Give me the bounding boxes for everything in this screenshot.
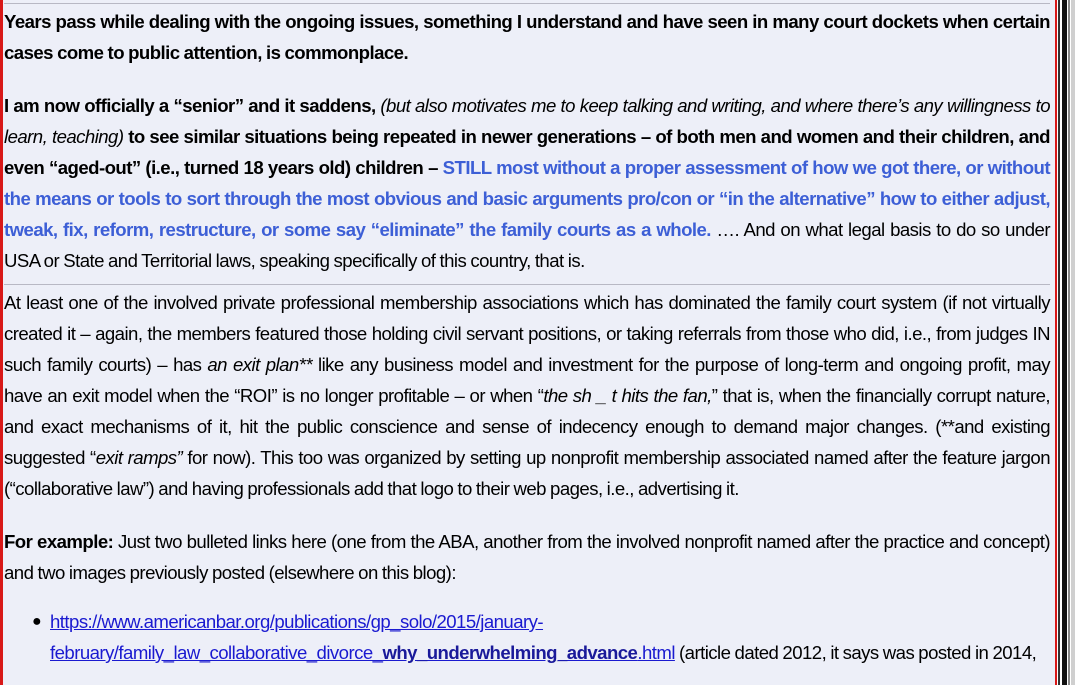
paragraph-example — [4, 526, 1050, 588]
divider — [4, 3, 1050, 4]
window-edge — [1068, 0, 1070, 685]
text-bold: to see similar situations being repeated in newer generations – of both men and women and their children, and even “aged-out” (i.e., turned 18 years old) children – — [4, 126, 1050, 178]
list-item — [26, 606, 1050, 668]
text-plain: Just two bulleted links here (one from the ABA, another from the involved nonprofit named after the practice and concept) and two images previously posted (elsewhere on this blog): — [4, 531, 1050, 583]
paragraph-intro: Years pass while dealing with the ongoing issues, something I understand and have seen in many court dockets when certain cases come to public attention, is commonplace. — [4, 11, 1050, 63]
text-highlight: STILL most without a proper assessment of how we got there, or without the means or tools to sort through the most obvious and basic arguments pro/con or “in the alternative” how to either adjust, tweak, fix, reform, restructure, or some say “eliminate” the family courts as a whole. — [4, 157, 1050, 240]
text-plain: for now). This too was organized by setting up nonprofit membership associated named after the feature jargon (“collaborative law”) and having professionals add that logo to their web pages, i.e., advertising it. — [4, 447, 1050, 499]
link-text: https://www.americanbar.org/publications/gp_solo/2015/january-february/family_law_collaborative_divorce_ — [50, 611, 544, 663]
text-bold: For example: — [4, 531, 114, 552]
text-bold: I am now officially a “senior” and it saddens, — [4, 95, 376, 116]
paragraph-exit-plan — [4, 287, 1050, 504]
text-plain: At least one of the involved private professional membership associations which has dominated the family court system (if not virtually created it – again, the members featured those holding civil servant positions, or taking referrals from those who did, i.e., from judges IN such family courts) – has — [4, 292, 1050, 375]
window-edge — [1058, 0, 1060, 685]
window-edge — [1062, 0, 1067, 685]
text-italic: the sh _ t hits the fan, — [543, 385, 712, 406]
scrollbar-track[interactable] — [1071, 0, 1075, 685]
aba-article-link[interactable] — [50, 611, 675, 663]
text-italic: (but also motivates me to keep talking and writing, and where there’s any willingness to learn, teaching) — [4, 95, 1050, 147]
text-plain: (article dated 2012, it says was posted in 2014, — [674, 642, 1037, 663]
link-text: .html — [637, 642, 675, 663]
text-plain: …. And on what legal basis to do so under USA or State and Territorial laws, speaking specifically of this country, that is. — [4, 219, 1050, 271]
post-body — [4, 0, 1050, 668]
link-text-bold: why_underwhelming_advance — [382, 642, 638, 663]
bullet-icon: ● — [32, 613, 42, 630]
text-plain: like any business model and investment for the purpose of long-term and ongoing profit, may have an exit model when the “ROI” is no longer profitable – or when “ — [4, 354, 1051, 406]
text-italic: an exit plan** — [207, 354, 313, 375]
text-italic: exit ramps” — [95, 447, 183, 468]
text-plain: ” that is, when the financially corrupt nature, and exact mechanisms of it, hit the public conscience and sense of indecency enough to demand major changes. (**and existing suggested “ — [4, 385, 1050, 468]
divider — [4, 284, 1050, 285]
paragraph-senior — [4, 90, 1050, 276]
link-list — [4, 606, 1050, 668]
